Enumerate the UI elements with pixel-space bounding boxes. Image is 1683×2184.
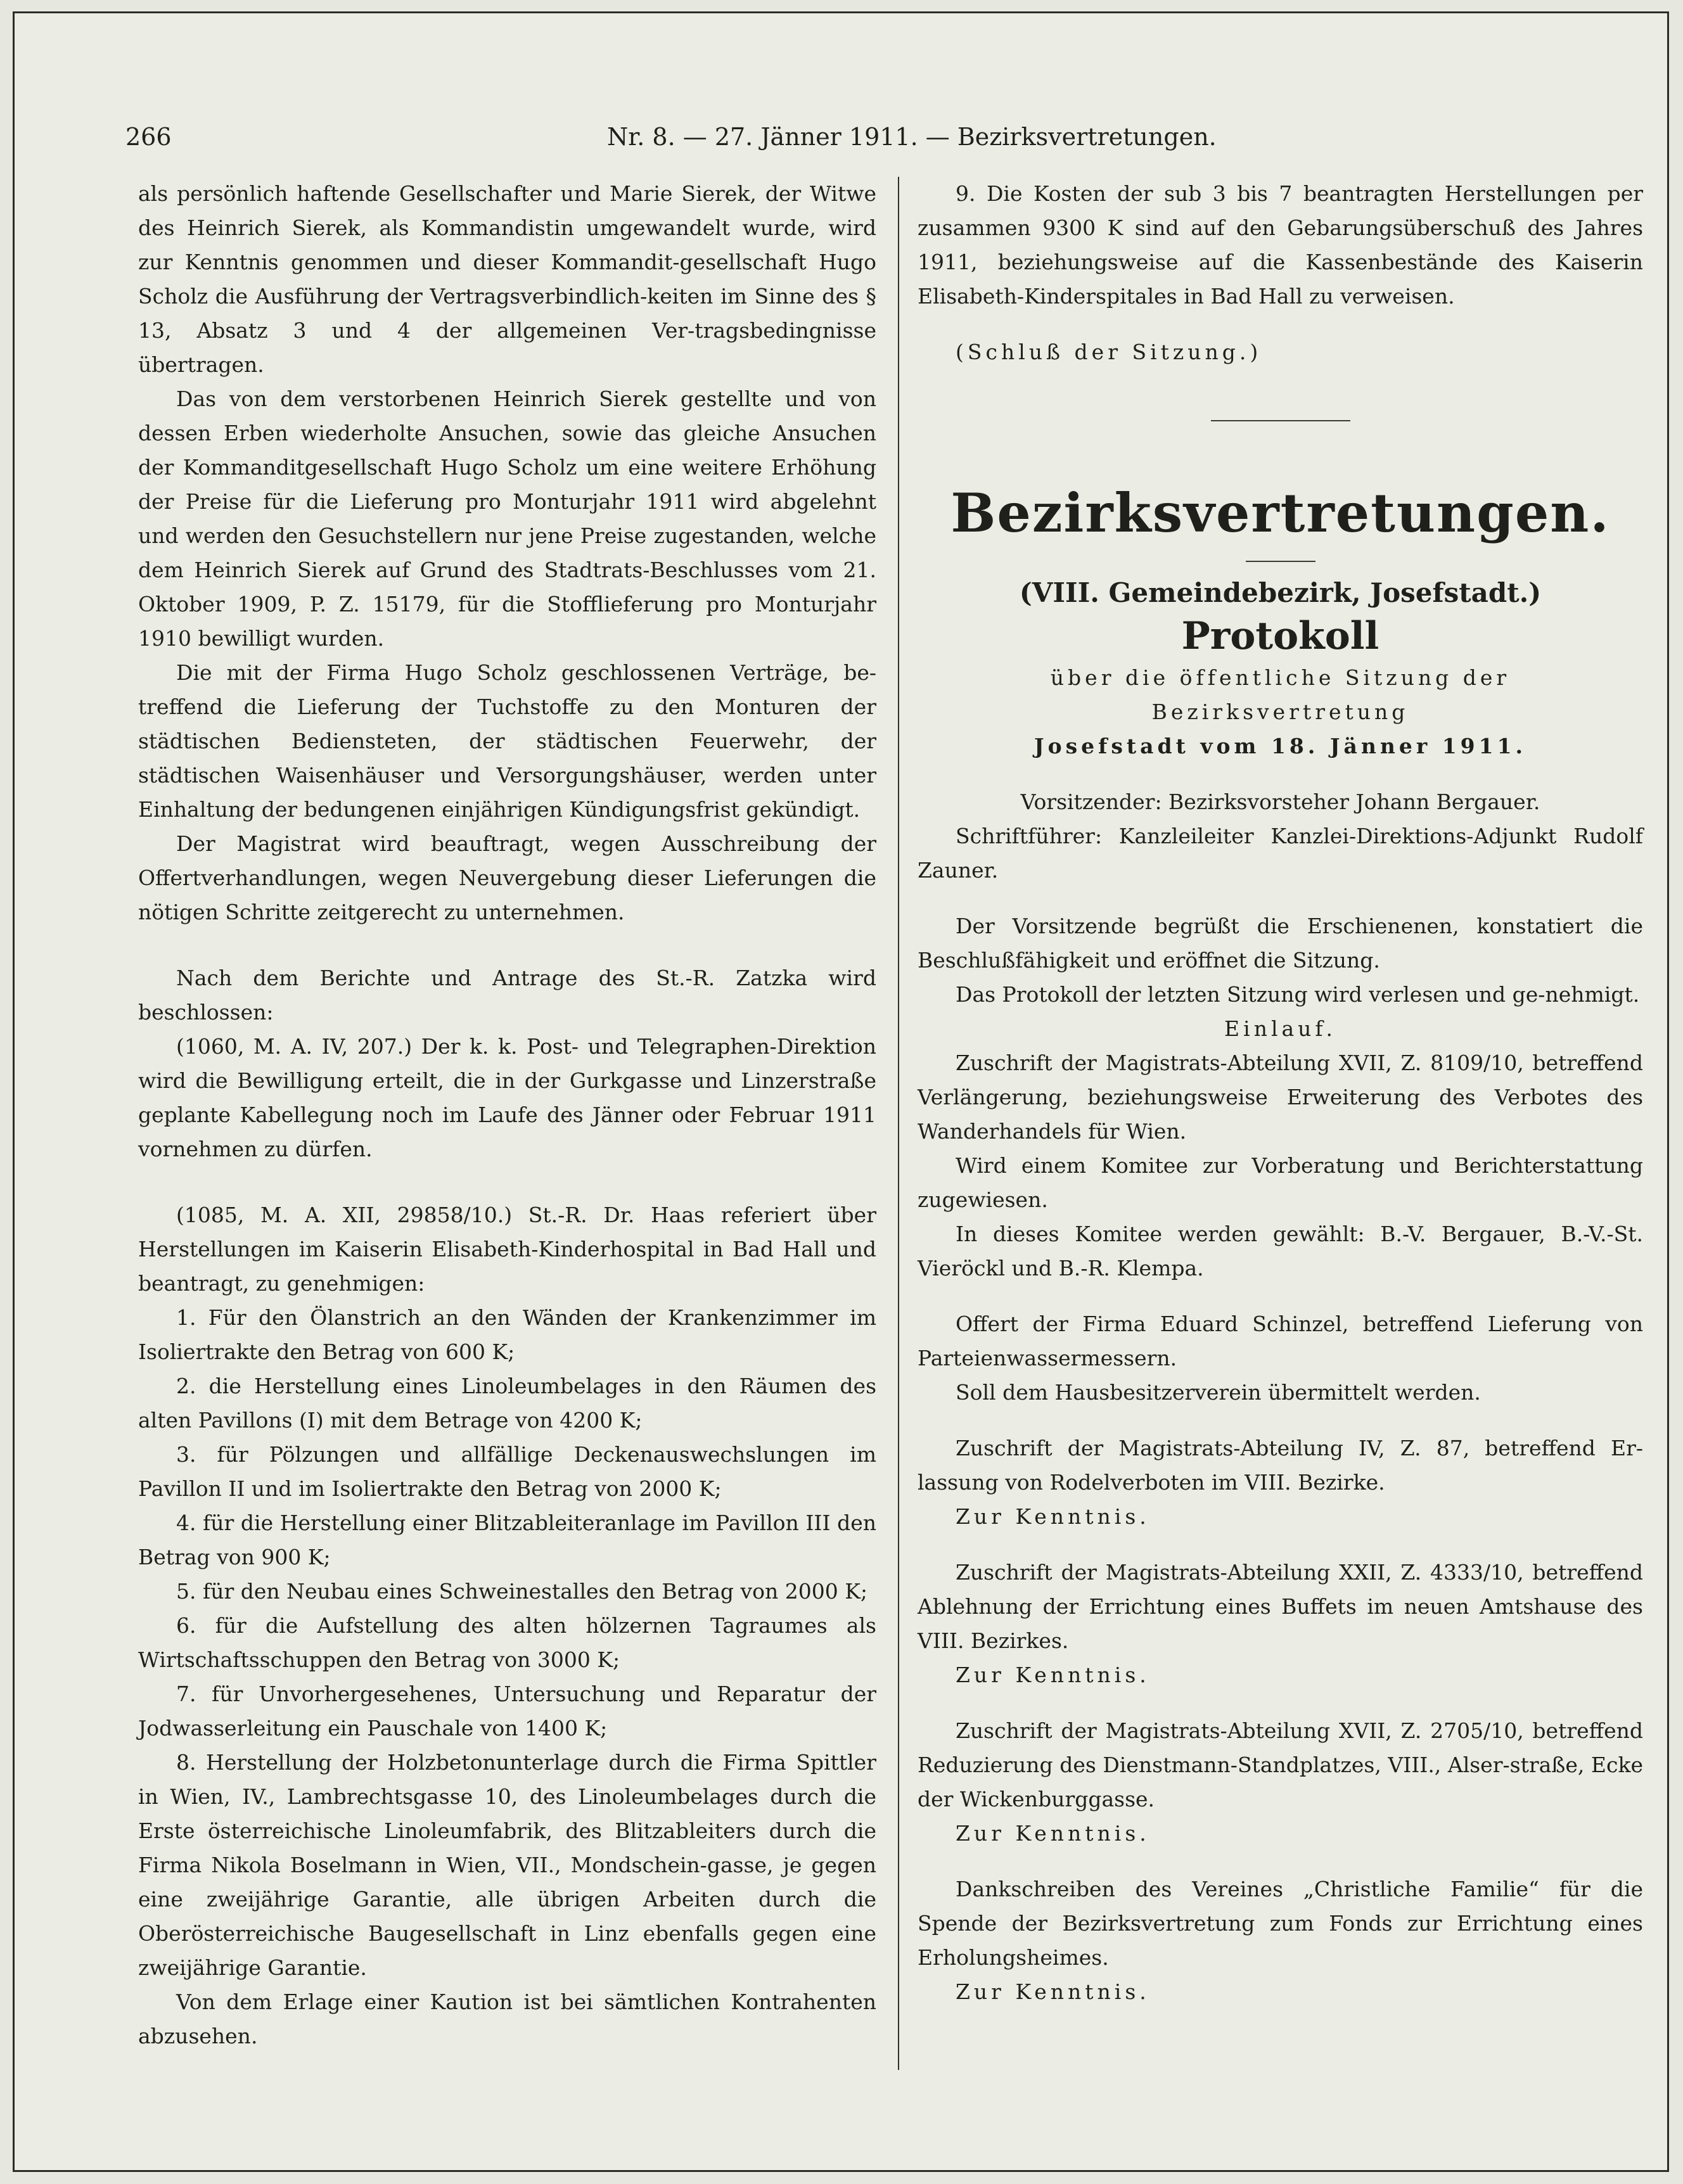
decision-note: Zur Kenntnis.: [956, 1979, 1150, 2004]
session-line: über die öffentliche Sitzung der Bezirksvertretung: [1050, 665, 1511, 724]
running-title: Nr. 8. — 27. Jänner 1911. — Bezirksvertretungen.: [607, 123, 1217, 151]
protokoll-heading: Protokoll: [1181, 614, 1379, 658]
district-heading: (VIII. Gemeindebezirk, Josefstadt.): [1019, 577, 1542, 608]
list-item: 8. Herstellung der Holzbetonunterlage durch die Firma Spittler in Wien, IV., Lambrechtsgasse 10, des Linoleumbelages durch die Erste österreichische Linoleumfabrik, des Blitzableiters durch die Firma Nikola Boselmann in Wien, VII., Mondschein-gasse, je gegen eine zweijährige Garantie, alle übrigen Arbeiten durch die Oberösterreichische Baugesellschaft in Linz ebenfalls gegen eine zweijährige Garantie.: [138, 1750, 876, 1980]
paragraph: Offert der Firma Eduard Schinzel, betreffend Lieferung von Parteienwassermessern.: [918, 1312, 1643, 1370]
paragraph: Wird einem Komitee zur Vorberatung und Berichterstattung zugewiesen.: [918, 1153, 1643, 1212]
list-item: 3. für Pölzungen und allfällige Deckenauswechslungen im Pavillon II und im Isoliertrakte den Betrag von 2000 K;: [138, 1442, 876, 1501]
newspaper-page: [13, 11, 1669, 2172]
right-column: [918, 177, 1643, 2009]
decision-note: Zur Kenntnis.: [956, 1504, 1150, 1529]
list-item: 5. für den Neubau eines Schweinestalles den Betrag von 2000 K;: [176, 1579, 867, 1604]
paragraph: Das Protokoll der letzten Sitzung wird verlesen und ge-nehmigt.: [956, 982, 1640, 1007]
list-item: 9. Die Kosten der sub 3 bis 7 beantragten Herstellungen per zusammen 9300 K sind auf den Gebarungsüberschuß des Jahres 1911, beziehungsweise auf die Kassenbestände des Kaiserin Elisabeth-Kinderspitales in Bad Hall zu verweisen.: [918, 181, 1643, 309]
paragraph: Zuschrift der Magistrats-Abteilung XVII, Z. 2705/10, betreffend Reduzierung des Dienstmann-Standplatzes, VIII., Alser-straße, Ecke der Wickenburggasse.: [918, 1718, 1643, 1811]
paragraph: Soll dem Hausbesitzerverein übermittelt werden.: [956, 1380, 1481, 1405]
left-column: [138, 177, 876, 2053]
column-divider: [898, 177, 899, 2070]
paragraph: Die mit der Firma Hugo Scholz geschlossenen Verträge, be-treffend die Lieferung der Tuchstoffe zu den Monturen der städtischen Bediensteten, der städtischen Feuerwehr, der städtischen Waisenhäuser und Versorgungshäuser, werden unter Einhaltung der bedungenen einjährigen Kündigungsfrist gekündigt.: [138, 660, 876, 822]
list-item: 4. für die Herstellung einer Blitzableiteranlage im Pavillon III den Betrag von 900 K;: [138, 1510, 876, 1569]
paragraph: Der Vorsitzende begrüßt die Erschienenen, konstatiert die Beschlußfähigkeit und eröffnet die Sitzung.: [918, 914, 1643, 973]
section-title: Bezirksvertretungen.: [950, 482, 1610, 544]
page-number: 266: [125, 123, 172, 151]
paragraph: Das von dem verstorbenen Heinrich Sierek gestellte und von dessen Erben wiederholte Ansuchen, sowie das gleiche Ansuchen der Kommanditgesellschaft Hugo Scholz um eine weitere Erhöhung der Preise für die Lieferung pro Monturjahr 1911 wird abgelehnt und werden den Gesuchstellern nur jene Preise zugestanden, welche dem Heinrich Sierek auf Grund des Stadtrats-Beschlusses vom 21. Oktober 1909, P. Z. 15179, für die Stofflieferung pro Monturjahr 1910 bewilligt wurden.: [138, 386, 876, 651]
decision-note: Zur Kenntnis.: [956, 1821, 1150, 1846]
session-date-line: Josefstadt vom 18. Jänner 1911.: [1033, 734, 1527, 758]
list-item: 2. die Herstellung eines Linoleumbelages in den Räumen des alten Pavillons (I) mit dem Betrage von 4200 K;: [138, 1374, 876, 1433]
einlauf-heading: Einlauf.: [1224, 1016, 1336, 1041]
paragraph: Der Magistrat wird beauftragt, wegen Ausschreibung der Offertverhandlungen, wegen Neuvergebung dieser Lieferungen die nötigen Schritte zeitgerecht zu unternehmen.: [138, 831, 876, 924]
session-closing: (Schluß der Sitzung.): [956, 340, 1262, 364]
list-item: 6. für die Aufstellung des alten hölzernen Tagraumes als Wirtschaftsschuppen den Betrag von 3000 K;: [138, 1613, 876, 1672]
list-item: 1. Für den Ölanstrich an den Wänden der Krankenzimmer im Isoliertrakte den Betrag von 600 K;: [138, 1305, 876, 1364]
chair-line: Vorsitzender: Bezirksvorsteher Johann Bergauer.: [1020, 789, 1540, 814]
paragraph: (1060, M. A. IV, 207.) Der k. k. Post- und Telegraphen-Direktion wird die Bewilligung erteilt, die in der Gurkgasse und Linzerstraße geplante Kabellegung noch im Laufe des Jänner oder Februar 1911 vornehmen zu dürfen.: [138, 1034, 876, 1161]
paragraph: In dieses Komitee werden gewählt: B.-V. Bergauer, B.-V.-St. Vieröckl und B.-R. Klempa.: [918, 1222, 1643, 1280]
paragraph: (1085, M. A. XII, 29858/10.) St.-R. Dr. Haas referiert über Herstellungen im Kaiserin Elisabeth-Kinderhospital in Bad Hall und beantragt, zu genehmigen:: [138, 1203, 876, 1296]
page-header: [125, 115, 1219, 159]
paragraph: Zuschrift der Magistrats-Abteilung IV, Z. 87, betreffend Er-lassung von Rodelverboten im VIII. Bezirke.: [918, 1436, 1643, 1495]
paragraph: Zuschrift der Magistrats-Abteilung XVII, Z. 8109/10, betreffend Verlängerung, beziehungsweise Erweiterung des Verbotes des Wanderhandels für Wien.: [918, 1050, 1643, 1144]
paragraph: als persönlich haftende Gesellschafter und Marie Sierek, der Witwe des Heinrich Sierek, als Kommandistin umgewandelt wurde, wird zur Kenntnis genommen und dieser Kommandit-gesellschaft Hugo Scholz die Ausführung der Vertragsverbindlich-keiten im Sinne des § 13, Absatz 3 und 4 der allgemeinen Ver-tragsbedingnisse übertragen.: [138, 181, 876, 377]
decision-note: Zur Kenntnis.: [956, 1663, 1150, 1687]
paragraph: Zuschrift der Magistrats-Abteilung XXII, Z. 4333/10, betreffend Ablehnung der Errichtung eines Buffets im neuen Amtshause des VIII. Bezirkes.: [918, 1560, 1643, 1653]
paragraph: Von dem Erlage einer Kaution ist bei sämtlichen Kontrahenten abzusehen.: [138, 1989, 876, 2048]
paragraph: Nach dem Berichte und Antrage des St.-R. Zatzka wird beschlossen:: [138, 966, 876, 1025]
secretary-line: Schriftführer: Kanzleileiter Kanzlei-Direktions-Adjunkt Rudolf Zauner.: [918, 824, 1643, 883]
list-item: 7. für Unvorhergesehenes, Untersuchung und Reparatur der Jodwasserleitung ein Pauschale von 1400 K;: [138, 1682, 876, 1740]
paragraph: Dankschreiben des Vereines „Christliche Familie“ für die Spende der Bezirksvertretung zum Fonds zur Errichtung eines Erholungsheimes.: [918, 1877, 1643, 1970]
